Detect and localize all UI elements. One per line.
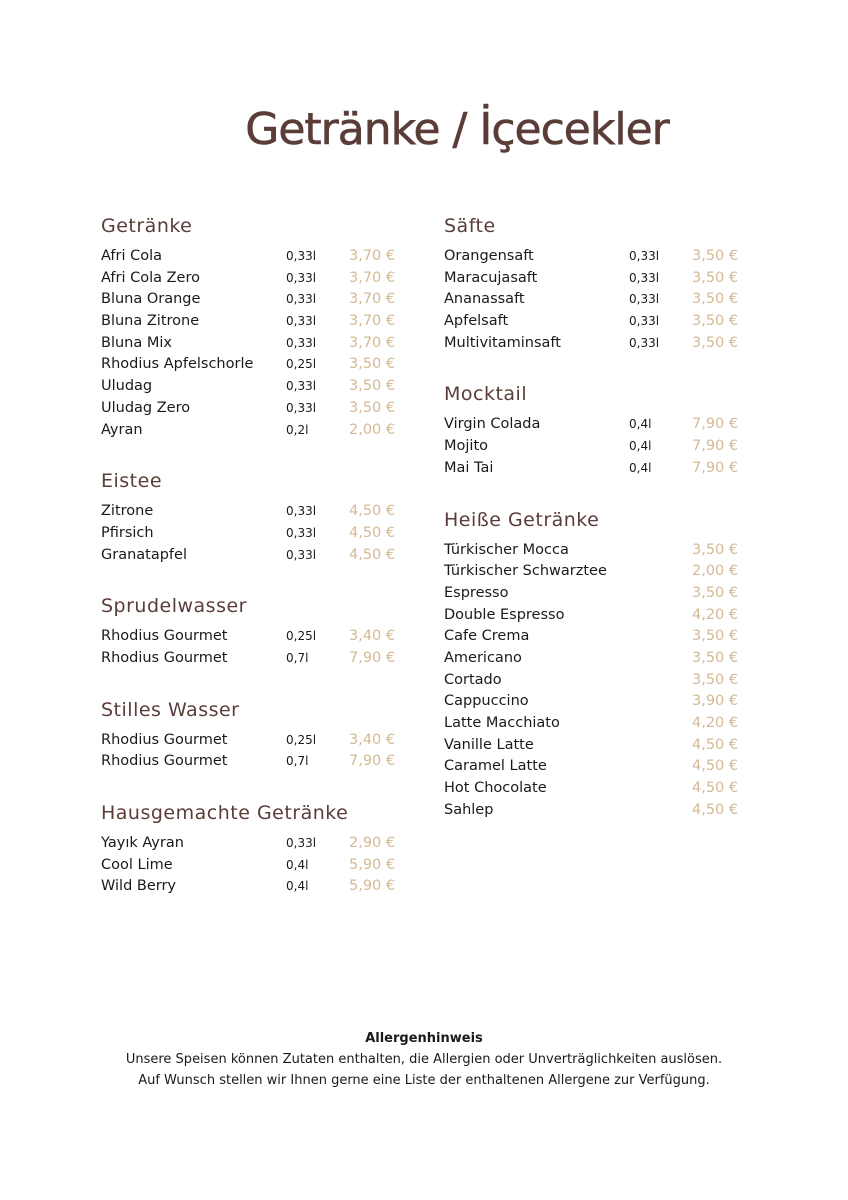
item-price: 7,90 € xyxy=(692,438,739,455)
section-title: Eistee xyxy=(101,470,163,493)
allergen-line-2: Auf Wunsch stellen wir Ihnen gerne eine Liste der enthaltenen Allergene zur Verfügung. xyxy=(138,1073,710,1088)
item-volume: 0,7l xyxy=(286,650,309,665)
item-price: 3,40 € xyxy=(349,628,396,645)
item-price: 4,50 € xyxy=(692,736,739,753)
item-volume: 0,33l xyxy=(629,270,660,285)
item-name: Maracujasaft xyxy=(444,269,538,286)
right-section xyxy=(444,380,744,479)
item-volume: 0,33l xyxy=(286,400,317,415)
item-price: 3,50 € xyxy=(692,628,739,645)
menu-item xyxy=(444,311,744,333)
item-price: 3,90 € xyxy=(692,693,739,710)
section-title: Mocktail xyxy=(444,383,528,406)
menu-item xyxy=(101,376,401,398)
item-name: Rhodius Gourmet xyxy=(101,628,228,645)
item-name: Rhodius Gourmet xyxy=(101,731,228,748)
item-volume: 0,25l xyxy=(286,629,317,644)
menu-item xyxy=(444,268,744,290)
menu-item xyxy=(444,333,744,355)
menu-item xyxy=(444,735,744,757)
menu-item xyxy=(444,289,744,311)
item-price: 4,50 € xyxy=(692,758,739,775)
item-volume: 0,25l xyxy=(286,357,317,372)
item-volume: 0,25l xyxy=(286,732,317,747)
item-price: 4,50 € xyxy=(692,801,739,818)
menu-item xyxy=(101,354,401,376)
item-name: Afri Cola xyxy=(101,248,163,264)
item-name: Mai Tai xyxy=(444,459,494,476)
item-name: Double Espresso xyxy=(444,606,565,623)
item-price: 3,50 € xyxy=(692,313,739,330)
menu-item xyxy=(101,648,401,670)
item-name: Hot Chocolate xyxy=(444,780,547,797)
item-volume: 0,4l xyxy=(286,879,309,894)
item-name: Americano xyxy=(444,649,522,666)
item-volume: 0,4l xyxy=(286,857,309,872)
item-volume: 0,33l xyxy=(286,525,317,540)
item-volume: 0,4l xyxy=(629,460,652,475)
item-volume: 0,33l xyxy=(286,270,317,285)
item-name: Türkischer Mocca xyxy=(444,541,569,558)
item-price: 3,70 € xyxy=(349,269,396,286)
menu-item xyxy=(101,398,401,420)
item-price: 5,90 € xyxy=(349,856,396,873)
item-name: Orangensaft xyxy=(444,248,534,264)
right-section xyxy=(444,506,744,822)
item-name: Bluna Orange xyxy=(101,291,201,308)
item-name: Espresso xyxy=(444,584,509,601)
item-price: 3,70 € xyxy=(349,313,396,330)
item-price: 2,00 € xyxy=(349,421,396,438)
menu-item xyxy=(444,561,744,583)
item-price: 3,50 € xyxy=(692,649,739,666)
menu-item xyxy=(444,670,744,692)
item-name: Sahlep xyxy=(444,801,494,818)
item-volume: 0,7l xyxy=(286,754,309,769)
item-price: 3,70 € xyxy=(349,291,396,308)
item-name: Afri Cola Zero xyxy=(101,269,200,286)
item-price: 3,50 € xyxy=(349,399,396,416)
menu-item xyxy=(101,833,401,855)
item-price: 2,90 € xyxy=(349,835,396,851)
item-name: Granatapfel xyxy=(101,546,187,563)
item-price: 7,90 € xyxy=(692,416,739,433)
item-price: 7,90 € xyxy=(692,459,739,476)
item-price: 3,50 € xyxy=(692,671,739,688)
item-volume: 0,4l xyxy=(629,439,652,454)
menu-item xyxy=(444,458,744,480)
right-section xyxy=(444,212,744,354)
right-column xyxy=(444,212,744,821)
item-volume: 0,33l xyxy=(286,379,317,394)
item-volume: 0,33l xyxy=(286,836,317,850)
left-section xyxy=(101,212,401,441)
item-name: Bluna Zitrone xyxy=(101,313,200,330)
section-title: Säfte xyxy=(444,215,496,237)
allergen-heading: Allergenhinweis xyxy=(365,1031,483,1046)
item-name: Pfirsich xyxy=(101,524,154,541)
item-price: 7,90 € xyxy=(349,649,396,666)
menu-item xyxy=(101,311,401,333)
item-price: 2,00 € xyxy=(692,563,739,580)
menu-item xyxy=(444,626,744,648)
item-price: 4,50 € xyxy=(349,546,396,563)
menu-item xyxy=(444,800,744,822)
item-name: Ayran xyxy=(101,421,143,438)
menu-item xyxy=(444,540,744,562)
item-name: Vanille Latte xyxy=(444,736,534,753)
item-volume: 0,33l xyxy=(286,314,317,329)
item-price: 7,90 € xyxy=(349,753,396,770)
menu-item xyxy=(101,876,401,898)
item-price: 3,50 € xyxy=(692,269,739,286)
section-title: Stilles Wasser xyxy=(101,698,240,721)
item-price: 4,20 € xyxy=(692,715,739,731)
item-price: 4,20 € xyxy=(692,606,739,623)
item-name: Bluna Mix xyxy=(101,334,172,351)
item-name: Ananassaft xyxy=(444,291,525,308)
menu-item xyxy=(101,501,401,523)
item-name: Uludag Zero xyxy=(101,399,191,416)
item-volume: 0,33l xyxy=(629,314,660,329)
item-volume: 0,33l xyxy=(286,249,317,263)
allergen-line-1: Unsere Speisen können Zutaten enthalten, die Allergien oder Unverträglichkeiten auslösen. xyxy=(125,1052,723,1067)
menu-item xyxy=(101,730,401,752)
item-price: 3,50 € xyxy=(692,334,739,351)
left-section xyxy=(101,799,401,898)
item-price: 3,50 € xyxy=(692,541,739,558)
item-name: Wild Berry xyxy=(101,878,177,895)
item-price: 3,70 € xyxy=(349,248,396,264)
menu-item xyxy=(444,756,744,778)
left-section xyxy=(101,592,401,669)
item-name: Cafe Crema xyxy=(444,628,530,645)
menu-item xyxy=(444,436,744,458)
menu-item xyxy=(101,751,401,773)
item-name: Latte Macchiato xyxy=(444,715,560,731)
item-price: 4,50 € xyxy=(349,524,396,541)
menu-item xyxy=(444,246,744,268)
item-volume: 0,33l xyxy=(286,504,317,519)
menu-item xyxy=(101,523,401,545)
item-price: 3,70 € xyxy=(349,334,396,351)
item-volume: 0,2l xyxy=(286,422,309,437)
menu-item xyxy=(101,333,401,355)
left-section xyxy=(101,467,401,566)
menu-item xyxy=(101,545,401,567)
section-title: Hausgemachte Getränke xyxy=(101,802,349,824)
item-name: Rhodius Gourmet xyxy=(101,753,228,770)
item-price: 5,90 € xyxy=(349,878,396,895)
item-name: Uludag xyxy=(101,378,153,395)
item-price: 3,40 € xyxy=(349,731,396,748)
item-name: Cortado xyxy=(444,671,502,688)
item-price: 3,50 € xyxy=(692,291,739,308)
item-name: Mojito xyxy=(444,438,488,455)
item-volume: 0,33l xyxy=(629,335,660,350)
menu-item xyxy=(444,605,744,627)
item-name: Yayık Ayran xyxy=(101,835,184,851)
item-name: Virgin Colada xyxy=(444,416,541,433)
item-volume: 0,33l xyxy=(629,249,660,263)
menu-item xyxy=(101,289,401,311)
left-section xyxy=(101,696,401,773)
allergen-notice xyxy=(0,1028,848,1091)
item-volume: 0,33l xyxy=(286,335,317,350)
item-volume: 0,33l xyxy=(629,292,660,307)
item-volume: 0,33l xyxy=(286,547,317,562)
page-title: Getränke / İçecekler xyxy=(245,104,669,155)
menu-item xyxy=(444,583,744,605)
menu-item xyxy=(101,855,401,877)
item-name: Cappuccino xyxy=(444,693,529,710)
item-volume: 0,4l xyxy=(629,417,652,432)
menu-item xyxy=(444,414,744,436)
item-name: Zitrone xyxy=(101,503,154,520)
item-name: Multivitaminsaft xyxy=(444,334,561,351)
item-name: Türkischer Schwarztee xyxy=(444,563,607,580)
section-title: Getränke xyxy=(101,215,193,237)
menu-item xyxy=(444,778,744,800)
item-name: Caramel Latte xyxy=(444,758,547,775)
menu-item xyxy=(101,268,401,290)
menu-item xyxy=(101,246,401,268)
item-price: 4,50 € xyxy=(349,503,396,520)
menu-item xyxy=(101,420,401,442)
item-price: 3,50 € xyxy=(349,356,396,373)
menu-item xyxy=(101,626,401,648)
item-name: Cool Lime xyxy=(101,856,173,873)
left-column xyxy=(101,212,401,898)
item-name: Rhodius Apfelschorle xyxy=(101,356,254,373)
item-price: 4,50 € xyxy=(692,780,739,797)
menu-item xyxy=(444,713,744,735)
item-price: 3,50 € xyxy=(692,584,739,601)
menu-item xyxy=(444,691,744,713)
section-title: Sprudelwasser xyxy=(101,595,247,618)
menu-item xyxy=(444,648,744,670)
item-price: 3,50 € xyxy=(692,248,739,264)
item-name: Apfelsaft xyxy=(444,313,509,330)
section-title: Heiße Getränke xyxy=(444,508,600,531)
item-name: Rhodius Gourmet xyxy=(101,649,228,666)
item-price: 3,50 € xyxy=(349,378,396,395)
item-volume: 0,33l xyxy=(286,292,317,307)
